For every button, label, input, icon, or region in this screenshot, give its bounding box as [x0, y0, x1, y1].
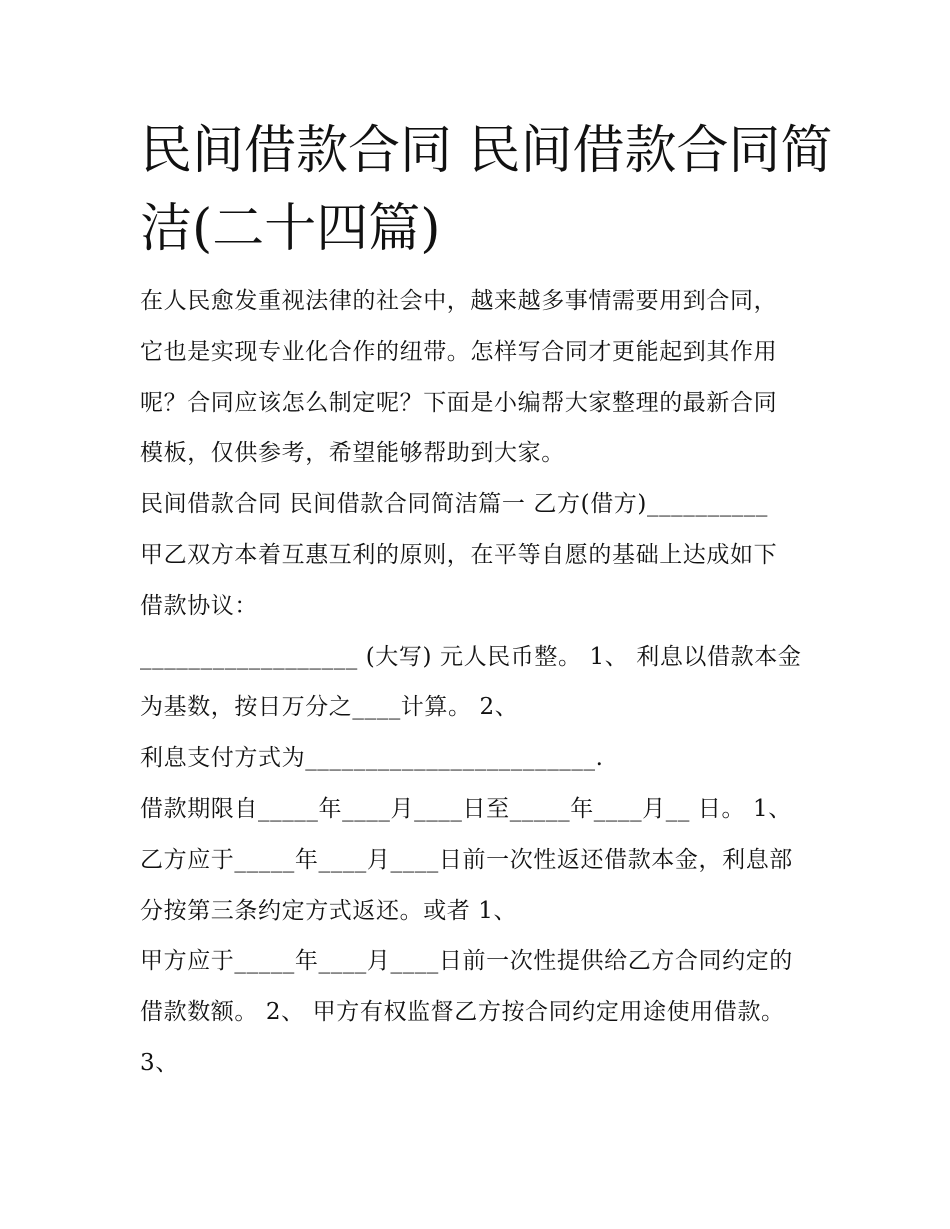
body-line: 甲乙双方本着互惠互利的原则，在平等自愿的基础上达成如下 — [140, 541, 778, 568]
body-line: 3、 — [140, 1049, 179, 1076]
document-title — [140, 112, 833, 268]
title-line-2: 洁(二十四篇) — [140, 199, 441, 259]
body-line: 模板，仅供参考，希望能够帮助到大家。 — [140, 440, 565, 467]
title-line-1: 民间借款合同 民间借款合同简 — [140, 121, 833, 181]
body-line: 利息支付方式为________________________. — [140, 745, 604, 772]
body-line: 它也是实现专业化合作的纽带。怎样写合同才更能起到其作用 — [140, 338, 778, 365]
body-line: 乙方应于_____年____月____日前一次性返还借款本金，利息部 — [140, 846, 793, 873]
document-body — [140, 276, 830, 1089]
body-line: 借款期限自_____年____月____日至_____年____月__ 日。 1、 — [140, 795, 792, 822]
body-line: 甲方应于_____年____月____日前一次性提供给乙方合同约定的 — [140, 948, 793, 975]
body-line: 呢？合同应该怎么制定呢？下面是小编帮大家整理的最新合同 — [140, 389, 778, 416]
body-line: 借款数额。 2、 甲方有权监督乙方按合同约定用途使用借款。 — [140, 999, 785, 1026]
body-line: 民间借款合同 民间借款合同简洁篇一 乙方(借方)__________ — [140, 491, 768, 518]
body-line: __________________ (大写) 元人民币整。 1、 利息以借款本金 — [140, 643, 802, 670]
body-line: 在人民愈发重视法律的社会中，越来越多事情需要用到合同， — [140, 288, 778, 314]
body-line: 借款协议： — [140, 592, 258, 619]
body-line: 为基数，按日万分之____计算。 2、 — [140, 694, 519, 721]
body-line: 分按第三条约定方式返还。或者 1、 — [140, 897, 518, 924]
